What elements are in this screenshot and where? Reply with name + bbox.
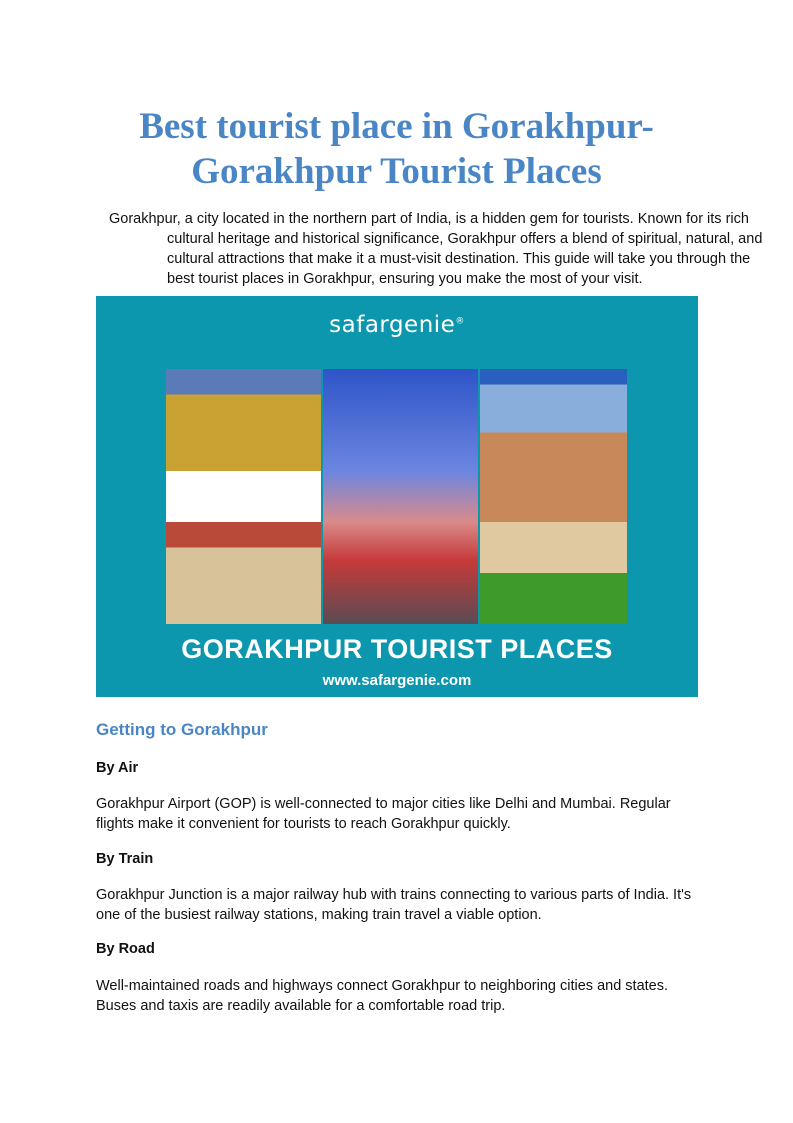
banner-url: www.safargenie.com <box>322 672 472 689</box>
buddha-park-photo <box>480 369 627 624</box>
by-air-text: Gorakhpur Airport (GOP) is well-connected to major cities like Delhi and Mumbai. Regular flights make it convenient for tourists to reach Gorakhpur quickly. <box>96 796 671 832</box>
logo-text: safargenie <box>329 312 456 338</box>
temple-photo <box>166 369 321 624</box>
intro-paragraph: Gorakhpur, a city located in the northern part of India, is a hidden gem for tourists. Known for its rich cultural heritage and historical significance, Gorakhpur offers a blend of spiritual, natural, and cultural attractions that make it a must-visit destination. This guide will take you through the best tourist places in Gorakhpur, ensuring you make the most of your visit. <box>109 211 763 287</box>
by-air-heading: By Air <box>96 760 139 776</box>
page-title: Best tourist place in Gorakhpur-Gorakhpur Tourist Places <box>139 106 654 192</box>
banner-image <box>96 296 698 697</box>
by-road-heading: By Road <box>96 941 155 957</box>
by-train-text: Gorakhpur Junction is a major railway hub with trains connecting to various parts of India. It's one of the busiest railway stations, making train travel a viable option. <box>96 887 692 923</box>
by-train-heading: By Train <box>96 851 154 867</box>
section-heading: Getting to Gorakhpur <box>96 720 268 739</box>
gorakhnath-temple-photo <box>323 369 478 624</box>
safargenie-logo: safargenie® <box>329 312 465 338</box>
banner-heading: GORAKHPUR TOURIST PLACES <box>181 634 613 664</box>
photo-collage <box>166 369 627 624</box>
by-road-text: Well-maintained roads and highways connect Gorakhpur to neighboring cities and states. Buses and taxis are readily available for a comfortable road trip. <box>96 978 669 1014</box>
